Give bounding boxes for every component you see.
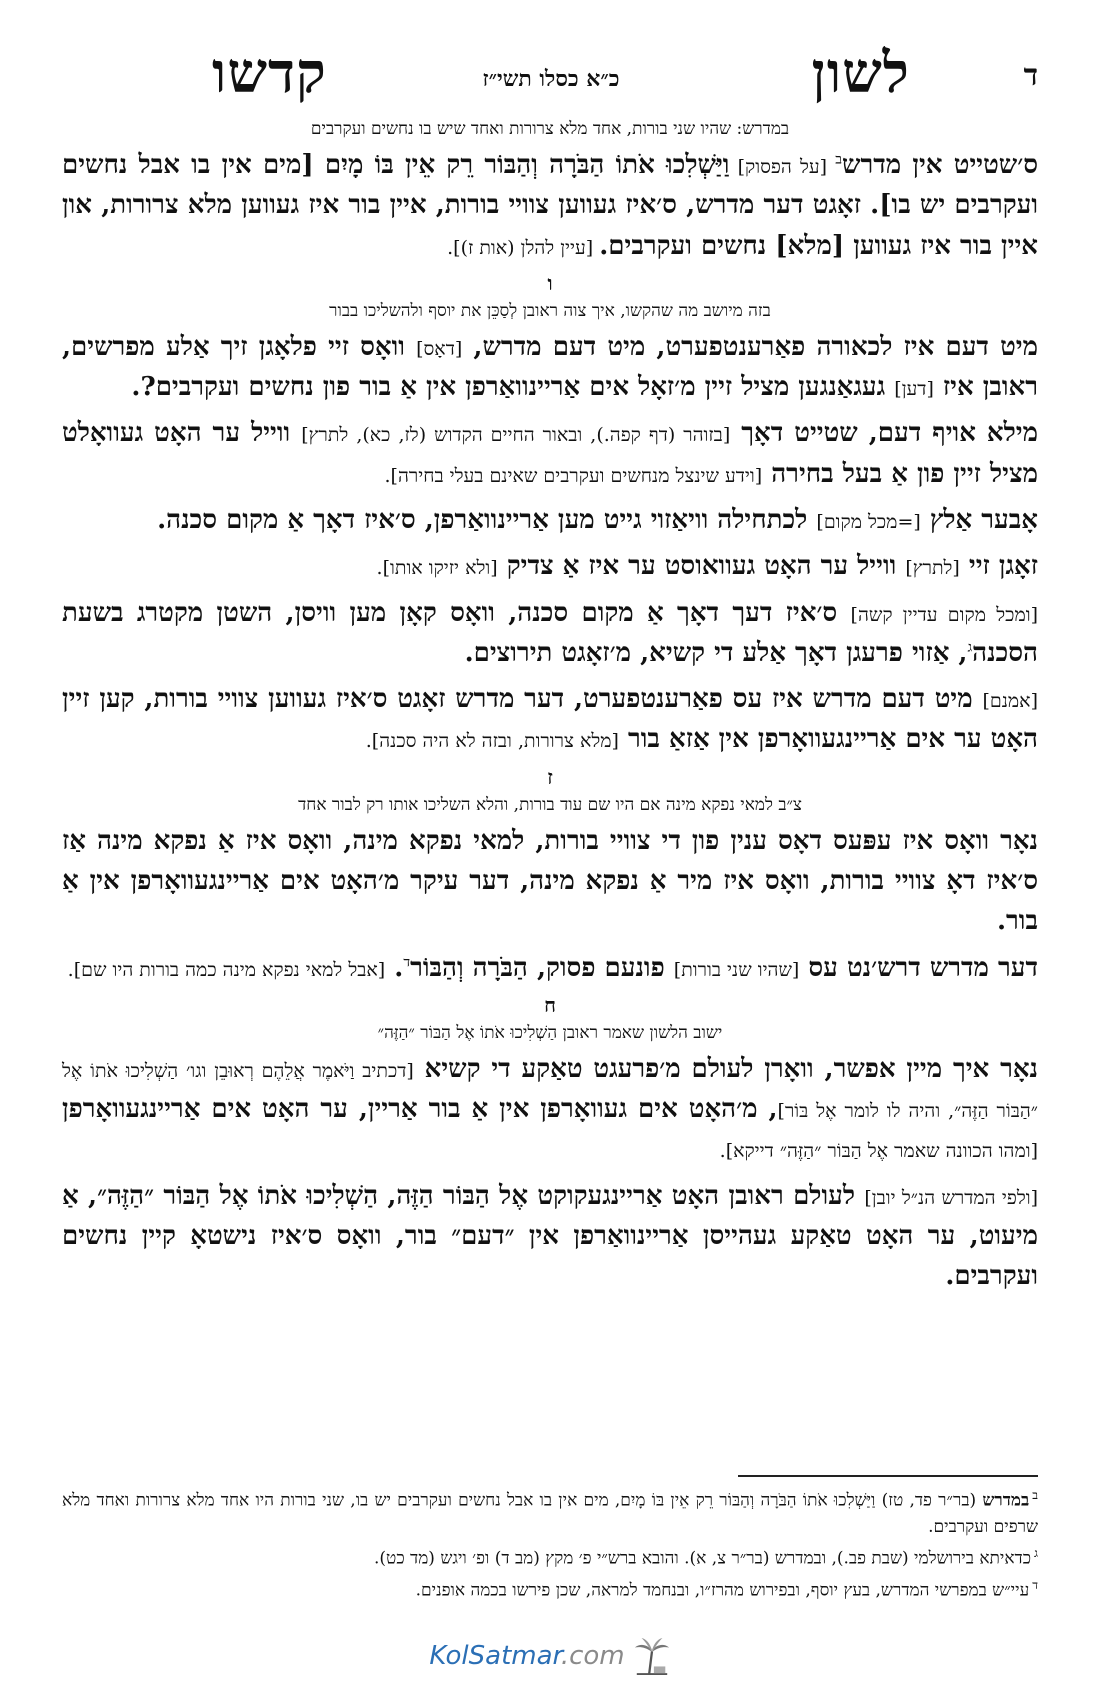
paragraph-text: געגאַנגען מציל זיין מ׳זאָל אים אַריינוואַרפן אין אַ בור פון נחשים ועקרבים?. (131, 372, 895, 403)
paragraph-text: , אַזוי פרעגן דאָך אַלע די קשיא, מ׳זאָגט תירוצים. (464, 637, 968, 668)
footnote-ref: ד (403, 953, 411, 970)
running-title-word-1: לשון (811, 40, 910, 106)
paragraph-text: נאָר איך מיין אפשר, וואָרן לעולם מ׳פרעגט טאַקע די קשיא (413, 1053, 1038, 1084)
paragraph-text: , מ׳האָט אים געוואָרפן אין אַ בור אַריין, ער האָט אים אַריינגעוואָרפן (62, 1094, 778, 1125)
footnote-text: עיי״ש במפרשי המדרש, בעץ יוסף, ובפירוש מהרז״ו, ובנחמד למראה, שכן פירשו בכמה אופנים. (415, 1581, 1030, 1601)
bracketed-note: [אבל למאי נפקא מינה כמה בורות היו שם]. (67, 958, 386, 981)
footnote (62, 1576, 1038, 1604)
paragraph (62, 821, 1038, 942)
paragraph-text: אָבער אַלץ (920, 504, 1038, 535)
paragraph-text: מילא אויף דעם, שטייט דאָך (730, 418, 1038, 449)
paragraph-text: מיט דעם איז לכאורה פאַרענטפערט, מיט דעם מדרש, (462, 331, 1038, 362)
bracketed-note: [על הפסוק] (729, 155, 836, 178)
bracketed-note: [וידע שינצל מנחשים ועקרבים שאינם בעלי בחירה]. (384, 464, 763, 487)
bracketed-note: [דכתיב וַיֹּאמֶר אֲלֵהֶם רְאוּבֵן וגו׳ הַשְׁלִיכוּ אֹתוֹ אֶל ״הַבּוֹר הַזֶּה״, והיה לו לומר אֶל בּוֹר] (62, 1059, 1038, 1123)
paragraph (62, 327, 1038, 408)
bracketed-note: [בזוהר (דף קפה.), ובאור החיים הקדוש (לז, כא), לתרץ] (301, 424, 731, 447)
section-summary: ישוב הלשון שאמר ראובן הַשְׁלִיכוּ אֹתוֹ אֶל הַבּוֹר ״הַזֶּה״ (377, 1022, 723, 1043)
bracketed-note: [לתרץ] (905, 557, 960, 580)
paragraph (62, 145, 1038, 266)
section-summary: במדרש: שהיו שני בורות, אחד מלא צרורות ואחד שיש בו נחשים ועקרבים (310, 119, 790, 139)
bracketed-note: [ולפי המדרש הנ״ל יובן] (864, 1186, 1038, 1209)
running-title-word-2: קדשו (212, 40, 327, 106)
paragraph-text: זאָגן זיי (959, 551, 1038, 582)
section-letter: ח (544, 992, 556, 1017)
site-logo (0, 1634, 1100, 1678)
paragraph-text: פונעם פסוק, הַבֹּרָה וְהַבּוֹר (410, 952, 674, 983)
footnote-text: (בר״ר פד, טז) וַיַּשְׁלִכוּ אֹתוֹ הַבֹּרָה וְהַבּוֹר רֵק אֵין בּוֹ מָיִם, מים אין בו אבל נחשים ועקרבים יש בו, שני בורות היו אחד מלא צרורות ואחד מלא שרפים ועקרבים. (62, 1490, 1038, 1537)
paragraph (62, 679, 1038, 760)
paragraph-text: לעולם ראובן האָט אַריינגעקוקט אֶל הַבּוֹר הַזֶּה, הַשְׁלִיכוּ אֹתוֹ אֶל הַבּוֹר ״הַזֶּה״, אַ מיעוט, ער האָט טאַקע געהייסן אַריינוואַרפן אין ״דעם״ בור, וואָס ס׳איז נישטאָ קיין נחשים ועקרבים. (62, 1180, 1038, 1292)
footnote-ref: ג (967, 639, 973, 656)
paragraph (62, 1049, 1038, 1170)
footnote-mark: ב (1032, 1488, 1038, 1502)
paragraph (62, 500, 1038, 540)
footnote-divider (738, 1475, 1038, 1477)
section-letter: ז (547, 764, 553, 789)
section-letter: ו (547, 270, 553, 295)
paragraph-text: וואָס זיי פלאָגן זיך אַלע מפרשים, ראובן איז (62, 331, 1038, 403)
paragraph-text: ווייל ער האָט געוואָלט מציל זיין פון אַ בעל בחירה (62, 418, 1038, 489)
paragraph-text: מיט דעם מדרש איז עס פאַרענטפערט, דער מדרש זאָגט ס׳איז געווען צוויי בורות, קען זיין האָט ער אים אַריינגעוואָרפן אין אַזאַ בור (62, 684, 1038, 755)
bracketed-note: [דאָס] (416, 337, 463, 360)
footnote (62, 1544, 1038, 1572)
bracketed-note: [ומהו הכוונה שאמר אֶל הַבּוֹר ״הַזֶּה״ דייקא]. (719, 1140, 1038, 1163)
section-summary: בזה מיושב מה שהקשו, איך צוה ראובן לְסַכֵּן את יוסף ולהשליכו בבור (329, 300, 771, 321)
section-summary: צ״ב למאי נפקא מינה אם היו שם עוד בורות, והלא השליכו אותו רק לבור אחד (298, 794, 802, 815)
bracketed-note: [אמנם] (982, 690, 1038, 713)
footnote-ref: ב (835, 151, 843, 168)
paragraph-text: לכתחילה וויאַזוי גייט מען אַריינוואַרפן, ס׳איז דאָך אַ מקום סכנה. (157, 504, 817, 535)
paragraph-text: נאָר וואָס איז עפּעס דאָס ענין פון די צוויי בורות, למאי נפקא מינה, וואָס איז אַ נפקא מינה אַז ס׳איז דאָ צוויי בורות, וואָס איז מיר אַ נפקא מינה, דער עיקר מ׳האָט אים אַריינגעוואָרפן אין אַ בור. (62, 825, 1038, 937)
paragraph (62, 1176, 1038, 1297)
paragraph-text: . (385, 952, 404, 983)
paragraph-text: וַיַּשְׁלִכוּ אֹתוֹ הַבֹּרָה וְהַבּוֹר רֵק אֵין בּוֹ מָיִם [מים אין בו אבל נחשים ועקרבים יש בו]. זאָגט דער מדרש, ס׳איז געווען צוויי בורות, איין בור איז געווען מלא צרורות, און איין בור איז געווען [מלא] נחשים ועקרבים. (62, 149, 1038, 261)
paragraph (62, 593, 1038, 674)
bracketed-note: [שהיו שני בורות] (673, 958, 800, 981)
footnote-mark: ג (1034, 1546, 1038, 1561)
bracketed-note: [דען] (894, 378, 934, 401)
bracketed-note: [=מכל מקום] (816, 510, 921, 533)
footnote (62, 1486, 1038, 1540)
paragraph (62, 948, 1038, 988)
footnote-lead: במדרש (982, 1490, 1030, 1511)
logo-text-main: KolSatmar (429, 1641, 561, 1671)
bracketed-note: [ומכל מקום עדיין קשה] (850, 603, 1038, 626)
paragraph (62, 413, 1038, 494)
bracketed-note: [עיין להלן (אות ז)]. (447, 236, 600, 259)
footnote-mark: ד (1032, 1578, 1038, 1593)
header-date: כ״א כסלו תשי״ז (482, 66, 620, 92)
logo-text-domain: .com (560, 1641, 625, 1671)
main-text (62, 112, 1038, 1303)
footnotes (62, 1486, 1038, 1608)
paragraph-text: ס׳שטייט אין מדרש (842, 149, 1038, 180)
bracketed-note: [מלא צרורות, ובזה לא היה סכנה]. (365, 730, 619, 753)
page-number: ד (1023, 58, 1038, 93)
palm-tree-icon (633, 1636, 671, 1676)
paragraph-text: ווייל ער האָט געוואוסט ער איז אַ צדיק (497, 551, 906, 582)
page-header (64, 40, 1038, 110)
bracketed-note: [ולא יזיקו אותו]. (376, 557, 498, 580)
paragraph (62, 546, 1038, 586)
footnote-text: כדאיתא בירושלמי (שבת פב.), ובמדרש (בר״ר צ, א). והובא ברש״י פ׳ מקץ (מב ד) ופ׳ ויגש (מד כט). (374, 1549, 1032, 1569)
paragraph-text: ס׳איז דעך דאָך אַ מקום סכנה, וואָס קאָן מען וויסן, השטן מקטרג בשעת הסכנה (62, 597, 1038, 668)
paragraph-text: דער מדרש דרש׳נט עס (799, 952, 1038, 983)
